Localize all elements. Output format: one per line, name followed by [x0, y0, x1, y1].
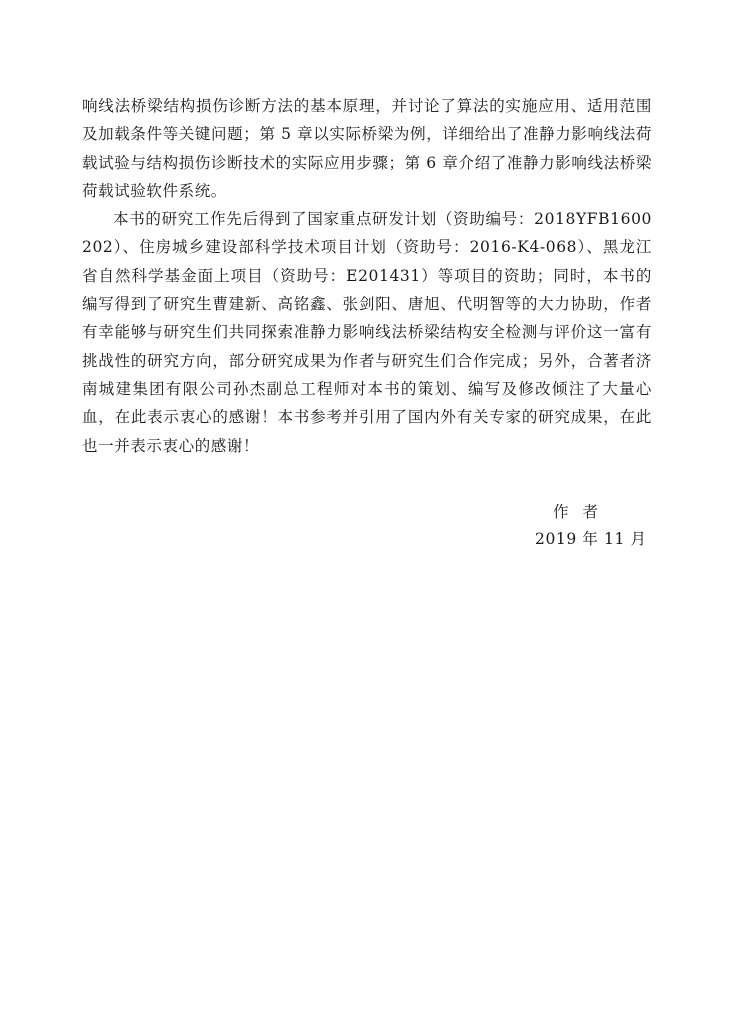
signature-date: 2019 年 11 月	[535, 530, 647, 548]
paragraph-continued: 响线法桥梁结构损伤诊断方法的基本原理，并讨论了算法的实施应用、适用范围及加载条件等关键问题；第 5 章以实际桥梁为例，详细给出了准静力影响线法荷载试验与结构损伤诊断技术的实际应用步骤；第 6 章介绍了准静力影响线法桥梁荷载试验软件系统。	[82, 97, 652, 200]
body-text	[82, 92, 652, 460]
signature-author: 作者	[553, 503, 613, 521]
paragraph-acknowledgements: 本书的研究工作先后得到了国家重点研发计划（资助编号：2018YFB1600202）、住房城乡建设部科学技术项目计划（资助号：2016-K4-068）、黑龙江省自然科学基金面上项目（资助号：E201431）等项目的资助；同时，本书的编写得到了研究生曹建新、高铭鑫、张剑阳、唐旭、代明智等的大力协助，作者有幸能够与研究生们共同探索准静力影响线法桥梁结构安全检测与评价这一富有挑战性的研究方向，部分研究成果为作者与研究生们合作完成；另外，合著者济南城建集团有限公司孙杰副总工程师对本书的策划、编写及修改倾注了大量心血，在此表示衷心的感谢！本书参考并引用了国内外有关专家的研究成果，在此也一并表示衷心的感谢！	[82, 210, 652, 455]
